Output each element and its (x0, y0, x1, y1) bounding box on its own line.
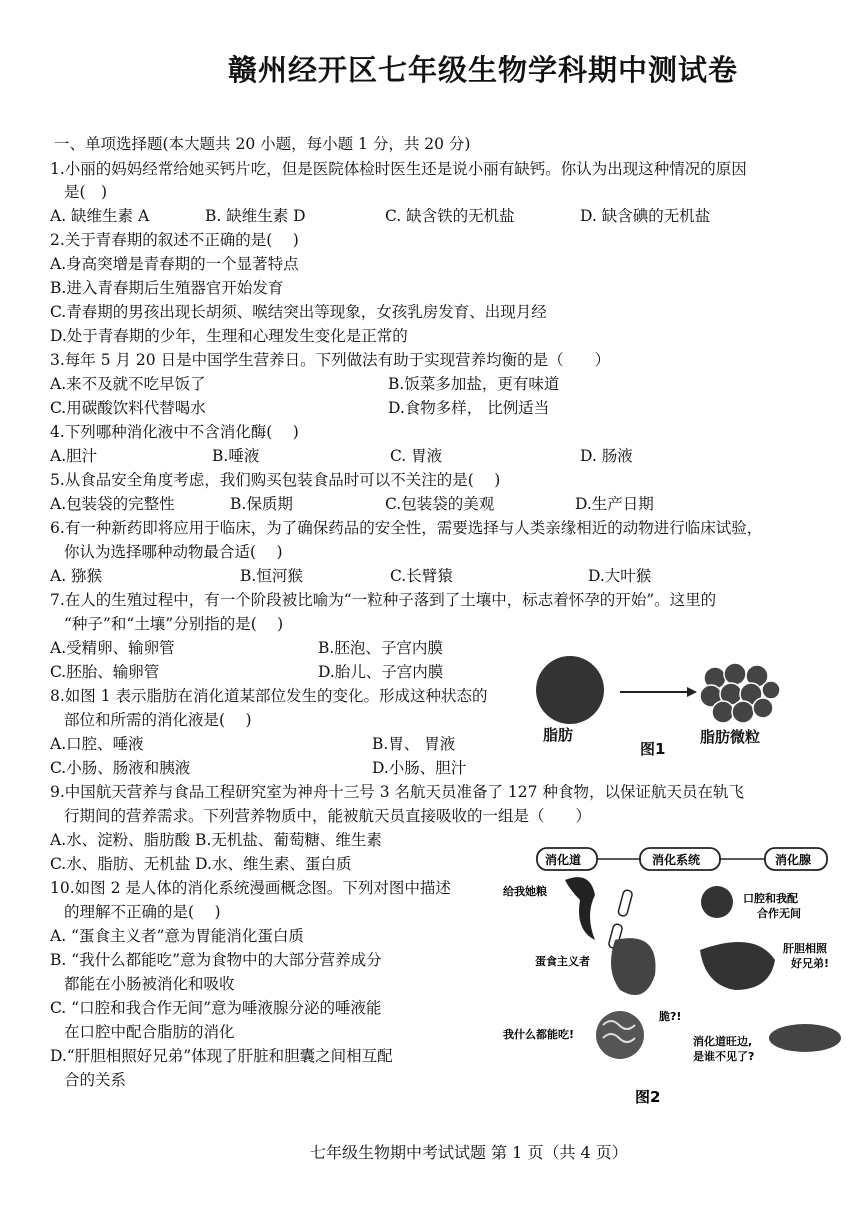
q6-option-a: A. 猕猴 (50, 567, 103, 585)
page-footer: 七年级生物期中考试试题 第 1 页（共 4 页） (310, 1143, 628, 1162)
liver-cartoon-icon (700, 942, 775, 990)
q2-option-d: D.处于青春期的少年，生理和心理发生变化是正常的 (50, 327, 408, 345)
q4-option-a: A.胆汁 (50, 447, 98, 465)
fig2-box-digestive-gland: 消化腺 (775, 853, 812, 867)
q7-stem-cont: “种子”和“土壤”分别指的是( ) (64, 615, 284, 633)
q3-option-a: A.来不及就不吃早饭了 (50, 375, 206, 393)
q1-stem-cont: 是( ) (64, 183, 108, 201)
fig2-text-exclaim: 脆?! (659, 1010, 682, 1023)
q1-option-a: A. 缺维生素 A (50, 207, 150, 225)
q10-option-d-cont: 合的关系 (64, 1071, 127, 1089)
q7-option-b: B.胚泡、子宫内膜 (318, 639, 443, 657)
q9-options-ab: A.水、淀粉、脂肪酸 B.无机盐、葡萄糖、维生素 (50, 831, 382, 849)
q9-stem-cont: 行期间的营养需求。下列营养物质中，能被航天员直接吸收的一组是（ ） (64, 807, 592, 825)
q2-option-b: B.进入青春期后生殖器官开始发育 (50, 279, 284, 297)
q5-option-d: D.生产日期 (575, 495, 654, 513)
fig2-text-salivary: 口腔和我配 (743, 892, 798, 905)
q2-option-c: C.青春期的男孩出现长胡须、喉结突出等现象，女孩乳房发育、出现月经 (50, 303, 547, 321)
q10-stem: 10.如图 2 是人体的消化系统漫画概念图。下列对图中描述 (50, 879, 451, 897)
intestine-cartoon-icon (596, 1011, 644, 1059)
q9-options-cd: C.水、脂肪、无机盐 D.水、维生素、蛋白质 (50, 855, 352, 873)
q4-stem: 4.下列哪种消化液中不含消化酶( ) (50, 423, 299, 441)
fig2-box-digestive-system: 消化系统 (652, 853, 701, 867)
q6-option-c: C.长臂猿 (390, 567, 453, 585)
q10-option-d: D.“肝胆相照好兄弟”体现了肝脏和胆囊之间相互配 (50, 1047, 393, 1065)
q5-option-a: A.包装袋的完整性 (50, 495, 175, 513)
fat-particles-icon (700, 663, 780, 723)
stomach-cartoon-icon (611, 938, 656, 995)
figure-2 (495, 840, 860, 1110)
q8-option-a: A.口腔、唾液 (50, 735, 144, 753)
fig2-text-stomach: 蛋食主义者 (535, 955, 590, 968)
q1-option-b: B. 缺维生素 D (205, 207, 306, 225)
q6-stem: 6.有一种新药即将应用于临床，为了确保药品的安全性，需要选择与人类亲缘相近的动物进行临床试验， (50, 519, 763, 537)
fig2-caption: 图2 (635, 1088, 661, 1106)
q2-stem: 2.关于青春期的叙述不正确的是( ) (50, 231, 299, 249)
q8-option-d: D.小肠、胆汁 (372, 759, 467, 777)
q10-option-c: C. “口腔和我合作无间”意为唾液腺分泌的唾液能 (50, 999, 382, 1017)
q3-option-b: B.饭菜多加盐，更有味道 (388, 375, 560, 393)
q3-stem: 3.每年 5 月 20 日是中国学生营养日。下列做法有助于实现营养均衡的是（ ） (50, 351, 611, 369)
q6-option-d: D.大叶猴 (588, 567, 652, 585)
fig2-text-mouth: 给我她粮 (503, 885, 547, 898)
q1-option-d: D. 缺含碘的无机盐 (580, 207, 711, 225)
q10-stem-cont: 的理解不正确的是( ) (64, 903, 221, 921)
section-heading: 一、单项选择题(本大题共 20 小题，每小题 1 分，共 20 分) (54, 135, 471, 153)
q10-option-c-cont: 在口腔中配合脂肪的消化 (64, 1023, 235, 1041)
fig2-text-liver-cont: 好兄弟! (791, 957, 830, 970)
fig2-text-liver: 肝胆相照 (783, 942, 827, 955)
q10-option-b-cont: 都能在小肠被消化和吸收 (64, 975, 235, 993)
fig2-box-digestive-tract: 消化道 (545, 853, 582, 867)
q5-option-b: B.保质期 (230, 495, 293, 513)
q6-option-b: B.恒河猴 (240, 567, 303, 585)
esophagus-link-icon (618, 889, 633, 916)
fat-droplet-icon (536, 656, 604, 724)
q5-stem: 5.从食品安全角度考虑，我们购买包装食品时可以不关注的是( ) (50, 471, 501, 489)
q8-stem-cont: 部位和所需的消化液是( ) (64, 711, 252, 729)
q3-option-d: D.食物多样， 比例适当 (388, 399, 550, 417)
q4-option-b: B.唾液 (212, 447, 260, 465)
salivary-gland-cartoon-icon (701, 886, 733, 918)
exam-title: 赣州经开区七年级生物学科期中测试卷 (228, 53, 739, 87)
q3-option-c: C.用碳酸饮料代替喝水 (50, 399, 206, 417)
fig1-right-label: 脂肪微粒 (700, 728, 761, 746)
q10-option-a: A. “蛋食主义者”意为胃能消化蛋白质 (50, 927, 304, 945)
q2-option-a: A.身高突增是青春期的一个显著特点 (50, 255, 299, 273)
q8-option-b: B.胃、 胃液 (372, 735, 456, 753)
fig2-text-intestine: 我什么都能吃! (503, 1028, 575, 1041)
q8-option-c: C.小肠、肠液和胰液 (50, 759, 191, 777)
fig1-left-label: 脂肪 (543, 726, 574, 744)
q5-option-c: C.包装袋的美观 (385, 495, 495, 513)
q10-option-b: B. “我什么都能吃”意为食物中的大部分营养成分 (50, 951, 382, 969)
q7-option-d: D.胎儿、子宫内膜 (318, 663, 444, 681)
fig2-text-pancreas-cont: 是谁不见了? (693, 1050, 755, 1063)
pancreas-cartoon-icon (769, 1024, 841, 1052)
q1-option-c: C. 缺含铁的无机盐 (385, 207, 515, 225)
q6-stem-cont: 你认为选择哪种动物最合适( ) (64, 543, 283, 561)
q7-stem: 7.在人的生殖过程中，有一个阶段被比喻为“一粒种子落到了土壤中，标志着怀孕的开始”。这里的 (50, 591, 717, 609)
q8-stem: 8.如图 1 表示脂肪在消化道某部位发生的变化。形成这种状态的 (50, 687, 488, 705)
q4-option-d: D. 肠液 (580, 447, 633, 465)
q1-stem: 1.小丽的妈妈经常给她买钙片吃，但是医院体检时医生还是说小丽有缺钙。你认为出现这种情况的原因 (50, 160, 747, 178)
q4-option-c: C. 胃液 (390, 447, 443, 465)
fig1-caption: 图1 (640, 740, 666, 758)
q7-option-c: C.胚胎、输卵管 (50, 663, 160, 681)
q9-stem: 9.中国航天营养与食品工程研究室为神舟十三号 3 名航天员准备了 127 种食物，以保证航天员在轨飞 (50, 783, 744, 801)
fig2-text-salivary-cont: 合作无间 (757, 907, 801, 920)
mouth-cartoon-icon (565, 877, 595, 940)
fig2-text-pancreas: 消化道旺边, (693, 1035, 753, 1048)
arrow-head-icon (687, 687, 697, 697)
q7-option-a: A.受精卵、输卵管 (50, 639, 175, 657)
figure-1 (535, 650, 785, 765)
